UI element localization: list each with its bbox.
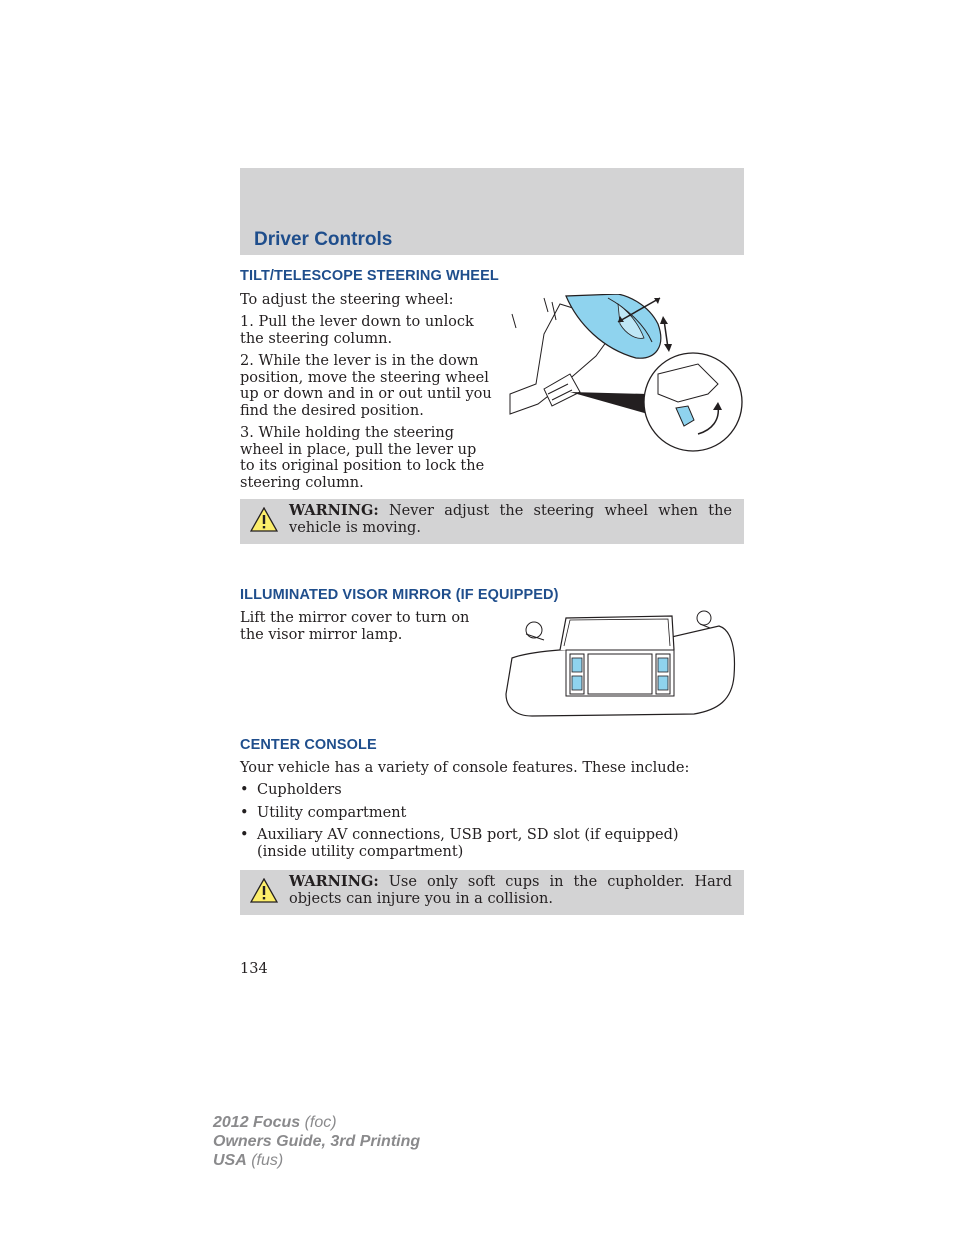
console-intro: Your vehicle has a variety of console features. These include: bbox=[240, 760, 690, 776]
list-item: • Cupholders bbox=[240, 782, 720, 799]
tilt-heading: TILT/TELESCOPE STEERING WHEEL bbox=[240, 268, 499, 284]
warning-text-cupholder bbox=[289, 874, 732, 907]
footer-guide: Owners Guide, 3rd Printing bbox=[213, 1133, 421, 1150]
document-footer bbox=[213, 1113, 420, 1170]
list-item: • Auxiliary AV connections, USB port, SD slot (if equipped) (inside utility compartment) bbox=[240, 827, 720, 860]
list-item: • Utility compartment bbox=[240, 805, 720, 822]
footer-market-code: (fus) bbox=[246, 1152, 284, 1169]
tilt-step-1: 1. Pull the lever down to unlock the steering column. bbox=[240, 314, 474, 347]
steering-wheel-illustration bbox=[508, 294, 746, 456]
visor-heading: ILLUMINATED VISOR MIRROR (IF EQUIPPED) bbox=[240, 587, 559, 603]
footer-model-code: (foc) bbox=[300, 1114, 337, 1131]
warning-label: WARNING: bbox=[289, 502, 379, 519]
console-heading: CENTER CONSOLE bbox=[240, 737, 377, 753]
warning-box-steering bbox=[240, 499, 744, 544]
warning-triangle-icon bbox=[250, 878, 278, 903]
page-number: 134 bbox=[240, 961, 268, 977]
warning-label: WARNING: bbox=[289, 873, 379, 890]
tilt-step-3: 3. While holding the steering wheel in place, pull the lever up to its original position to lock the steering column. bbox=[240, 425, 485, 491]
warning-box-cupholder bbox=[240, 870, 744, 915]
chapter-title: Driver Controls bbox=[254, 229, 393, 250]
chapter-header-band bbox=[240, 168, 744, 255]
tilt-step-2: 2. While the lever is in the down position, move the steering wheel up or down and in or out until you find the desired position. bbox=[240, 353, 492, 419]
tilt-intro: To adjust the steering wheel: bbox=[240, 292, 454, 308]
warning-triangle-icon bbox=[250, 507, 278, 532]
console-feature-list bbox=[240, 782, 720, 866]
warning-message: Never adjust the steering wheel when the vehicle is moving. bbox=[289, 503, 732, 536]
footer-market: USA bbox=[213, 1152, 247, 1169]
visor-mirror-illustration bbox=[504, 610, 738, 718]
visor-text: Lift the mirror cover to turn on the visor mirror lamp. bbox=[240, 610, 470, 643]
footer-model: 2012 Focus bbox=[213, 1114, 301, 1131]
warning-message: Use only soft cups in the cupholder. Hard objects can injure you in a collision. bbox=[289, 874, 732, 907]
warning-text-steering bbox=[289, 503, 732, 536]
